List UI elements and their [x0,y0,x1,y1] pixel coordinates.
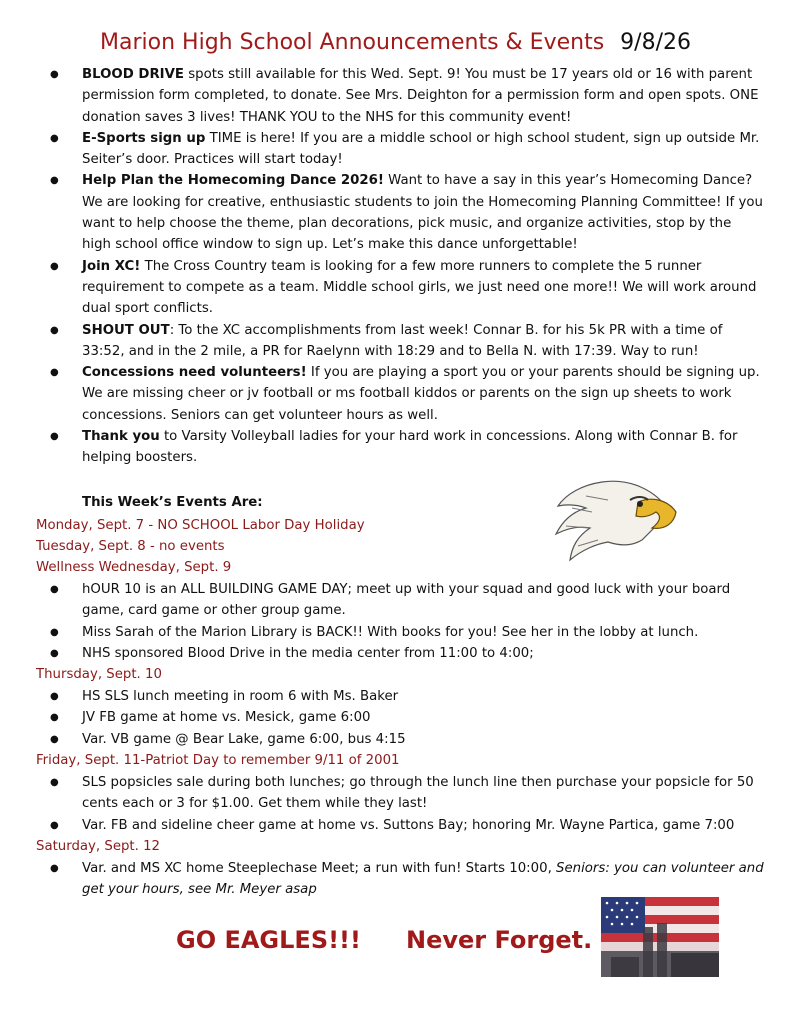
announcement-text: If you are playing a sport you or your parents should be signing up. We are missing cheer or jv football or ms football kiddos or parents on the sign up sheets to work concessions. Seniors can get volunteer hours as well. [82,365,760,423]
title-date: 9/8/26 [620,30,691,55]
event-item: ● NHS sponsored Blood Drive in the media center from 11:00 to 4:00; [36,643,764,664]
announcement-list [36,64,764,469]
announcement-item [36,362,764,426]
event-note: Seniors: you can volunteer and get your hours, see Mr. Meyer asap [82,861,764,898]
saturday-events [36,858,764,901]
event-item: ● HS SLS lunch meeting in room 6 with Ms. Baker [36,686,764,707]
title-text: Marion High School Announcements & Events [100,30,605,55]
event-item: ● Var. VB game @ Bear Lake, game 6:00, bus 4:15 [36,729,764,750]
event-item: ● Var. FB and sideline cheer game at home vs. Suttons Bay; honoring Mr. Wayne Partica, game 7:00 [36,815,764,836]
announcement-item [36,128,764,171]
event-item: ● Miss Sarah of the Marion Library is BACK!! With books for you! See her in the lobby at lunch. [36,622,764,643]
announcement-text: : To the XC accomplishments from last week! Connar B. for his 5k PR with a time of 33:52, and in the 2 mile, a PR for Raelynn with 18:29 and to Bella N. with 17:39. Way to run! [82,322,723,359]
announcement-lead: Help Plan the Homecoming Dance 2026! [82,173,384,189]
thursday-events [36,686,764,750]
announcement-text: Want to have a say in this year’s Homecoming Dance? We are looking for creative, enthusiastic students to join the Homecoming Planning Committee! If you want to help choose the theme, plan decorations, pick music, and organize activities, stop by the high school office window to sign up. Let’s make this dance unforgettable! [82,173,763,253]
event-text: Var. and MS XC home Steeplechase Meet; a run with fun! Starts 10:00, [82,861,557,876]
go-eagles-text: GO EAGLES!!! [176,926,361,954]
day-friday: Friday, Sept. 11-Patriot Day to remember 9/11 of 2001 [36,753,400,768]
day-wednesday: Wellness Wednesday, Sept. 9 [36,560,232,575]
friday-events [36,772,764,836]
page-title [0,30,791,55]
day-tuesday: Tuesday, Sept. 8 - no events [36,539,225,554]
announcement-item [36,170,764,255]
event-item: ● SLS popsicles sale during both lunches; go through the lunch line then purchase your popsicle for 50 cents each or 3 for $1.00. Get them while they last! [36,772,764,815]
announcement-item [36,256,764,320]
events-heading: This Week’s Events Are: [82,495,263,510]
day-thursday: Thursday, Sept. 10 [36,667,162,682]
flag-icon [601,897,719,977]
day-monday: Monday, Sept. 7 - NO SCHOOL Labor Day Holiday [36,518,365,533]
never-forget-text: Never Forget. [406,926,593,954]
announcement-lead: Concessions need volunteers! [82,365,307,381]
event-item [36,858,764,901]
announcement-lead: E-Sports sign up [82,130,206,146]
announcement-item [36,64,764,128]
announcement-text: TIME is here! If you are a middle school or high school student, sign up outside Mr. Seiter’s door. Practices will start today! [82,130,760,168]
eagle-icon [552,472,678,564]
announcement-lead: SHOUT OUT [82,322,170,338]
announcement-item [36,426,764,469]
announcement-text: to Varsity Volleyball ladies for your hard work in concessions. Along with Connar B. for helping boosters. [82,429,738,466]
event-item: ● JV FB game at home vs. Mesick, game 6:00 [36,707,764,728]
event-item: ● hOUR 10 is an ALL BUILDING GAME DAY; meet up with your squad and good luck with your board game, card game or other group game. [36,579,764,622]
announcement-lead: BLOOD DRIVE [82,67,185,82]
announcement-lead: Thank you [82,429,160,445]
wednesday-events [36,579,764,664]
announcement-text: spots still available for this Wed. Sept. 9! You must be 17 years old or 16 with parent permission form completed, to donate. See Mrs. Deighton for a permission form and open spots. ONE donation saves 3 lives! THANK YOU to the NHS for this community event! [82,67,759,125]
announcement-text: The Cross Country team is looking for a few more runners to complete the 5 runner requirement to compete as a team. Middle school girls, we just need one more!! We will work around dual sport conflicts. [82,258,757,317]
announcement-item [36,320,764,363]
day-saturday: Saturday, Sept. 12 [36,839,161,854]
announcement-lead: Join XC! [82,258,141,274]
